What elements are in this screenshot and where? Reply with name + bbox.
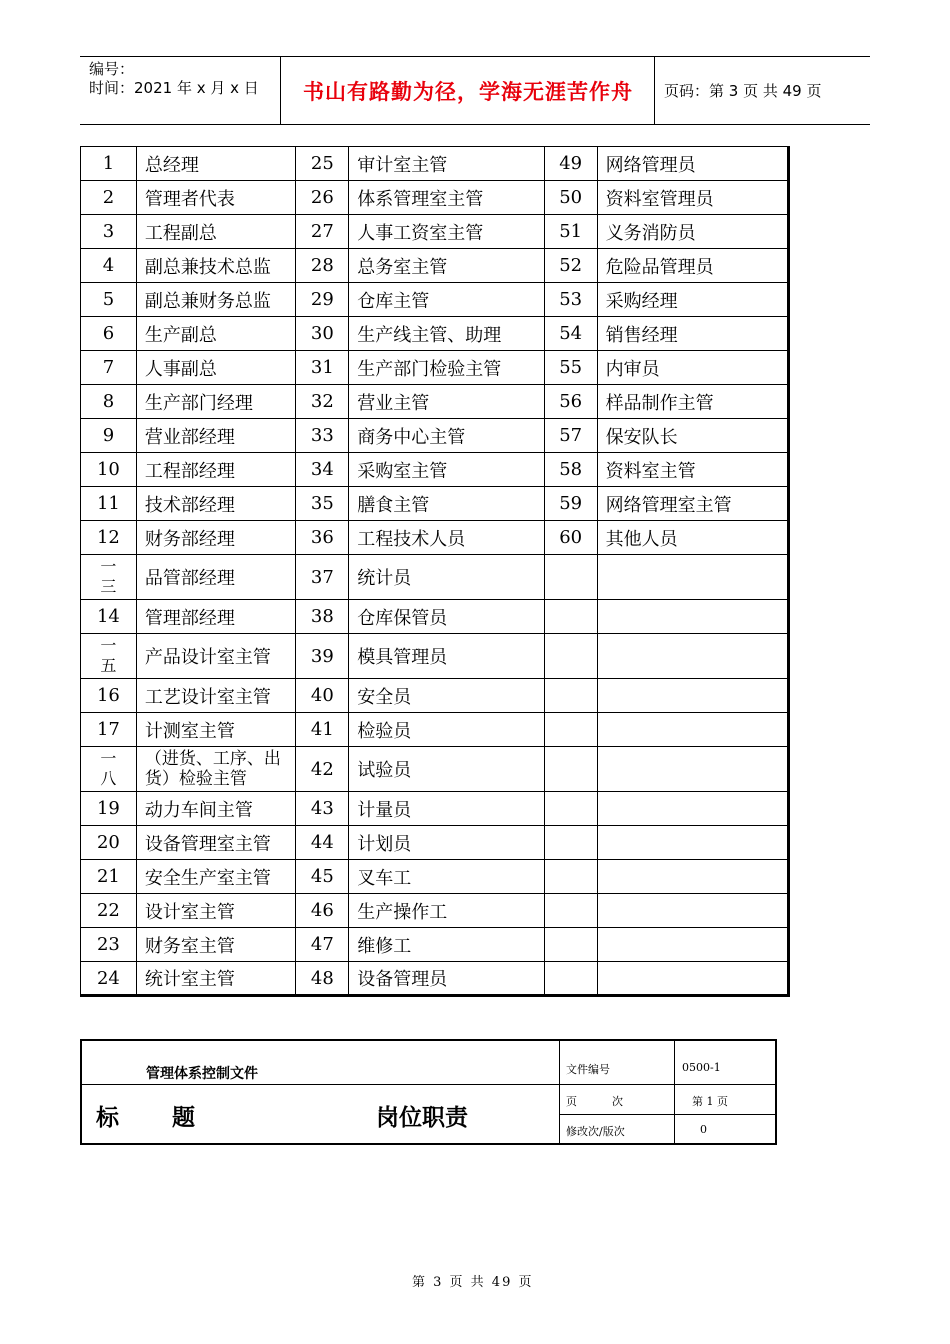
title-value: 岗位职责 bbox=[376, 1104, 468, 1131]
position-name bbox=[597, 826, 788, 860]
table-row bbox=[81, 487, 789, 521]
position-number: 一 八 bbox=[81, 747, 137, 792]
position-name: （进货、工序、出货）检验主管 bbox=[136, 747, 296, 792]
position-number: 43 bbox=[296, 792, 349, 826]
position-name: 生产操作工 bbox=[349, 894, 544, 928]
doc-no-row bbox=[560, 1041, 775, 1085]
table-row bbox=[81, 317, 789, 351]
position-number: 4 bbox=[81, 249, 137, 283]
title-label-1: 标 bbox=[96, 1104, 119, 1131]
position-name: 计测室主管 bbox=[136, 713, 296, 747]
position-number: 3 bbox=[81, 215, 137, 249]
position-number: 28 bbox=[296, 249, 349, 283]
doc-no-value: 0500-1 bbox=[682, 1061, 721, 1074]
position-number: 8 bbox=[81, 385, 137, 419]
position-name: 安全生产室主管 bbox=[136, 860, 296, 894]
position-name: 审计室主管 bbox=[349, 147, 544, 181]
position-number bbox=[544, 962, 597, 996]
position-number: 一 五 bbox=[81, 634, 137, 679]
table-row bbox=[81, 521, 789, 555]
number-label: 编号： bbox=[89, 60, 135, 78]
control-title-area bbox=[82, 1041, 560, 1143]
header-meta bbox=[80, 57, 281, 124]
table-row bbox=[81, 747, 789, 792]
position-name: 检验员 bbox=[349, 713, 544, 747]
position-name: 设备管理员 bbox=[349, 962, 544, 996]
position-name: 网络管理室主管 bbox=[597, 487, 788, 521]
position-name: 内审员 bbox=[597, 351, 788, 385]
position-name bbox=[597, 962, 788, 996]
page-label: 页 次 bbox=[566, 1095, 623, 1108]
position-name: 义务消防员 bbox=[597, 215, 788, 249]
position-name: 管理部经理 bbox=[136, 600, 296, 634]
table-row bbox=[81, 555, 789, 600]
table-row bbox=[81, 860, 789, 894]
doc-no-label: 文件编号 bbox=[566, 1063, 610, 1076]
position-name: 危险品管理员 bbox=[597, 249, 788, 283]
position-number: 25 bbox=[296, 147, 349, 181]
position-number bbox=[544, 747, 597, 792]
position-name: 采购室主管 bbox=[349, 453, 544, 487]
position-number: 26 bbox=[296, 181, 349, 215]
table-row bbox=[81, 351, 789, 385]
position-name: 采购经理 bbox=[597, 283, 788, 317]
position-number bbox=[544, 555, 597, 600]
position-name bbox=[597, 792, 788, 826]
position-number: 51 bbox=[544, 215, 597, 249]
position-name: 叉车工 bbox=[349, 860, 544, 894]
position-number: 54 bbox=[544, 317, 597, 351]
position-name: 人事工资室主管 bbox=[349, 215, 544, 249]
position-name: 副总兼财务总监 bbox=[136, 283, 296, 317]
page-header bbox=[80, 56, 870, 125]
position-number: 37 bbox=[296, 555, 349, 600]
position-name bbox=[597, 679, 788, 713]
position-name: 产品设计室主管 bbox=[136, 634, 296, 679]
position-number: 60 bbox=[544, 521, 597, 555]
position-name: 生产部门检验主管 bbox=[349, 351, 544, 385]
table-row bbox=[81, 679, 789, 713]
position-name bbox=[597, 555, 788, 600]
position-number: 52 bbox=[544, 249, 597, 283]
position-number bbox=[544, 792, 597, 826]
page-value: 第 1 页 bbox=[692, 1095, 728, 1108]
position-number: 16 bbox=[81, 679, 137, 713]
position-name bbox=[597, 600, 788, 634]
table-row bbox=[81, 600, 789, 634]
position-number: 12 bbox=[81, 521, 137, 555]
position-number: 44 bbox=[296, 826, 349, 860]
position-number bbox=[544, 928, 597, 962]
position-number: 2 bbox=[81, 181, 137, 215]
position-number bbox=[544, 679, 597, 713]
position-name: 其他人员 bbox=[597, 521, 788, 555]
position-number: 23 bbox=[81, 928, 137, 962]
position-name bbox=[597, 634, 788, 679]
position-number: 11 bbox=[81, 487, 137, 521]
position-name: 生产线主管、助理 bbox=[349, 317, 544, 351]
position-number: 59 bbox=[544, 487, 597, 521]
position-name: 仓库主管 bbox=[349, 283, 544, 317]
position-number bbox=[544, 894, 597, 928]
table-row bbox=[81, 453, 789, 487]
position-number bbox=[544, 860, 597, 894]
position-name: 样品制作主管 bbox=[597, 385, 788, 419]
motto: 书山有路勤为径，学海无涯苦作舟 bbox=[282, 57, 655, 124]
position-number: 53 bbox=[544, 283, 597, 317]
position-number: 35 bbox=[296, 487, 349, 521]
position-number: 7 bbox=[81, 351, 137, 385]
position-name: 生产部门经理 bbox=[136, 385, 296, 419]
table-row bbox=[81, 928, 789, 962]
position-number bbox=[544, 713, 597, 747]
position-number: 36 bbox=[296, 521, 349, 555]
position-number: 29 bbox=[296, 283, 349, 317]
position-name bbox=[597, 860, 788, 894]
position-number: 19 bbox=[81, 792, 137, 826]
control-meta-grid bbox=[560, 1041, 775, 1143]
position-name: 生产副总 bbox=[136, 317, 296, 351]
position-name: 工程副总 bbox=[136, 215, 296, 249]
position-number: 14 bbox=[81, 600, 137, 634]
position-name: 资料室管理员 bbox=[597, 181, 788, 215]
position-number: 45 bbox=[296, 860, 349, 894]
position-name: 财务室主管 bbox=[136, 928, 296, 962]
position-number: 39 bbox=[296, 634, 349, 679]
position-name: 体系管理室主管 bbox=[349, 181, 544, 215]
position-number: 21 bbox=[81, 860, 137, 894]
position-name: 统计室主管 bbox=[136, 962, 296, 996]
position-number: 9 bbox=[81, 419, 137, 453]
table-row bbox=[81, 249, 789, 283]
position-name: 营业主管 bbox=[349, 385, 544, 419]
position-name: 财务部经理 bbox=[136, 521, 296, 555]
position-name: 计量员 bbox=[349, 792, 544, 826]
table-row bbox=[81, 181, 789, 215]
table-row bbox=[81, 147, 789, 181]
position-number: 57 bbox=[544, 419, 597, 453]
position-name bbox=[597, 894, 788, 928]
position-name: 设计室主管 bbox=[136, 894, 296, 928]
position-name: 动力车间主管 bbox=[136, 792, 296, 826]
position-name: 品管部经理 bbox=[136, 555, 296, 600]
position-name: 统计员 bbox=[349, 555, 544, 600]
position-number: 24 bbox=[81, 962, 137, 996]
position-number: 33 bbox=[296, 419, 349, 453]
position-name: 商务中心主管 bbox=[349, 419, 544, 453]
position-name: 网络管理员 bbox=[597, 147, 788, 181]
position-name: 销售经理 bbox=[597, 317, 788, 351]
table-row bbox=[81, 385, 789, 419]
table-row bbox=[81, 826, 789, 860]
position-number: 34 bbox=[296, 453, 349, 487]
position-number: 5 bbox=[81, 283, 137, 317]
title-label-2: 题 bbox=[172, 1104, 195, 1131]
table-row bbox=[81, 792, 789, 826]
position-name: 试验员 bbox=[349, 747, 544, 792]
position-number: 10 bbox=[81, 453, 137, 487]
position-name bbox=[597, 747, 788, 792]
position-name: 资料室主管 bbox=[597, 453, 788, 487]
system-title: 管理体系控制文件 bbox=[146, 1066, 258, 1082]
position-name: 安全员 bbox=[349, 679, 544, 713]
position-number bbox=[544, 634, 597, 679]
position-number: 42 bbox=[296, 747, 349, 792]
position-name: 总经理 bbox=[136, 147, 296, 181]
date-label: 时间：2021 年 x 月 x 日 bbox=[89, 79, 259, 97]
position-name: 工艺设计室主管 bbox=[136, 679, 296, 713]
positions-table-body bbox=[81, 147, 789, 996]
position-name: 营业部经理 bbox=[136, 419, 296, 453]
position-number: 41 bbox=[296, 713, 349, 747]
position-number: 50 bbox=[544, 181, 597, 215]
position-name: 管理者代表 bbox=[136, 181, 296, 215]
position-number: 49 bbox=[544, 147, 597, 181]
table-row bbox=[81, 419, 789, 453]
position-name: 维修工 bbox=[349, 928, 544, 962]
position-number bbox=[544, 600, 597, 634]
position-number: 46 bbox=[296, 894, 349, 928]
position-number bbox=[544, 826, 597, 860]
position-number: 47 bbox=[296, 928, 349, 962]
position-number: 1 bbox=[81, 147, 137, 181]
position-number: 40 bbox=[296, 679, 349, 713]
position-name bbox=[597, 928, 788, 962]
positions-table bbox=[80, 146, 790, 997]
position-name: 计划员 bbox=[349, 826, 544, 860]
position-name: 总务室主管 bbox=[349, 249, 544, 283]
position-number: 一 三 bbox=[81, 555, 137, 600]
table-row bbox=[81, 962, 789, 996]
position-name: 设备管理室主管 bbox=[136, 826, 296, 860]
divider bbox=[82, 1084, 559, 1085]
position-name bbox=[597, 713, 788, 747]
position-number: 30 bbox=[296, 317, 349, 351]
rev-value: 0 bbox=[700, 1123, 707, 1136]
position-name: 仓库保管员 bbox=[349, 600, 544, 634]
table-row bbox=[81, 713, 789, 747]
position-number: 22 bbox=[81, 894, 137, 928]
rev-label: 修改次/版次 bbox=[566, 1125, 625, 1138]
position-name: 膳食主管 bbox=[349, 487, 544, 521]
position-number: 48 bbox=[296, 962, 349, 996]
position-name: 副总兼技术总监 bbox=[136, 249, 296, 283]
header-page-label: 页码：第 3 页 共 49 页 bbox=[664, 82, 822, 100]
position-name: 人事副总 bbox=[136, 351, 296, 385]
position-name: 技术部经理 bbox=[136, 487, 296, 521]
position-number: 17 bbox=[81, 713, 137, 747]
rev-row bbox=[560, 1115, 775, 1143]
position-number: 27 bbox=[296, 215, 349, 249]
position-number: 6 bbox=[81, 317, 137, 351]
position-number: 58 bbox=[544, 453, 597, 487]
position-number: 55 bbox=[544, 351, 597, 385]
position-name: 保安队长 bbox=[597, 419, 788, 453]
table-row bbox=[81, 634, 789, 679]
page-footer: 第 3 页 共 49 页 bbox=[412, 1275, 534, 1290]
position-name: 工程部经理 bbox=[136, 453, 296, 487]
position-number: 20 bbox=[81, 826, 137, 860]
position-name: 模具管理员 bbox=[349, 634, 544, 679]
table-row bbox=[81, 894, 789, 928]
position-number: 56 bbox=[544, 385, 597, 419]
control-box bbox=[80, 1039, 777, 1145]
position-name: 工程技术人员 bbox=[349, 521, 544, 555]
position-number: 32 bbox=[296, 385, 349, 419]
table-row bbox=[81, 283, 789, 317]
page-row bbox=[560, 1085, 775, 1115]
position-number: 38 bbox=[296, 600, 349, 634]
position-number: 31 bbox=[296, 351, 349, 385]
table-row bbox=[81, 215, 789, 249]
